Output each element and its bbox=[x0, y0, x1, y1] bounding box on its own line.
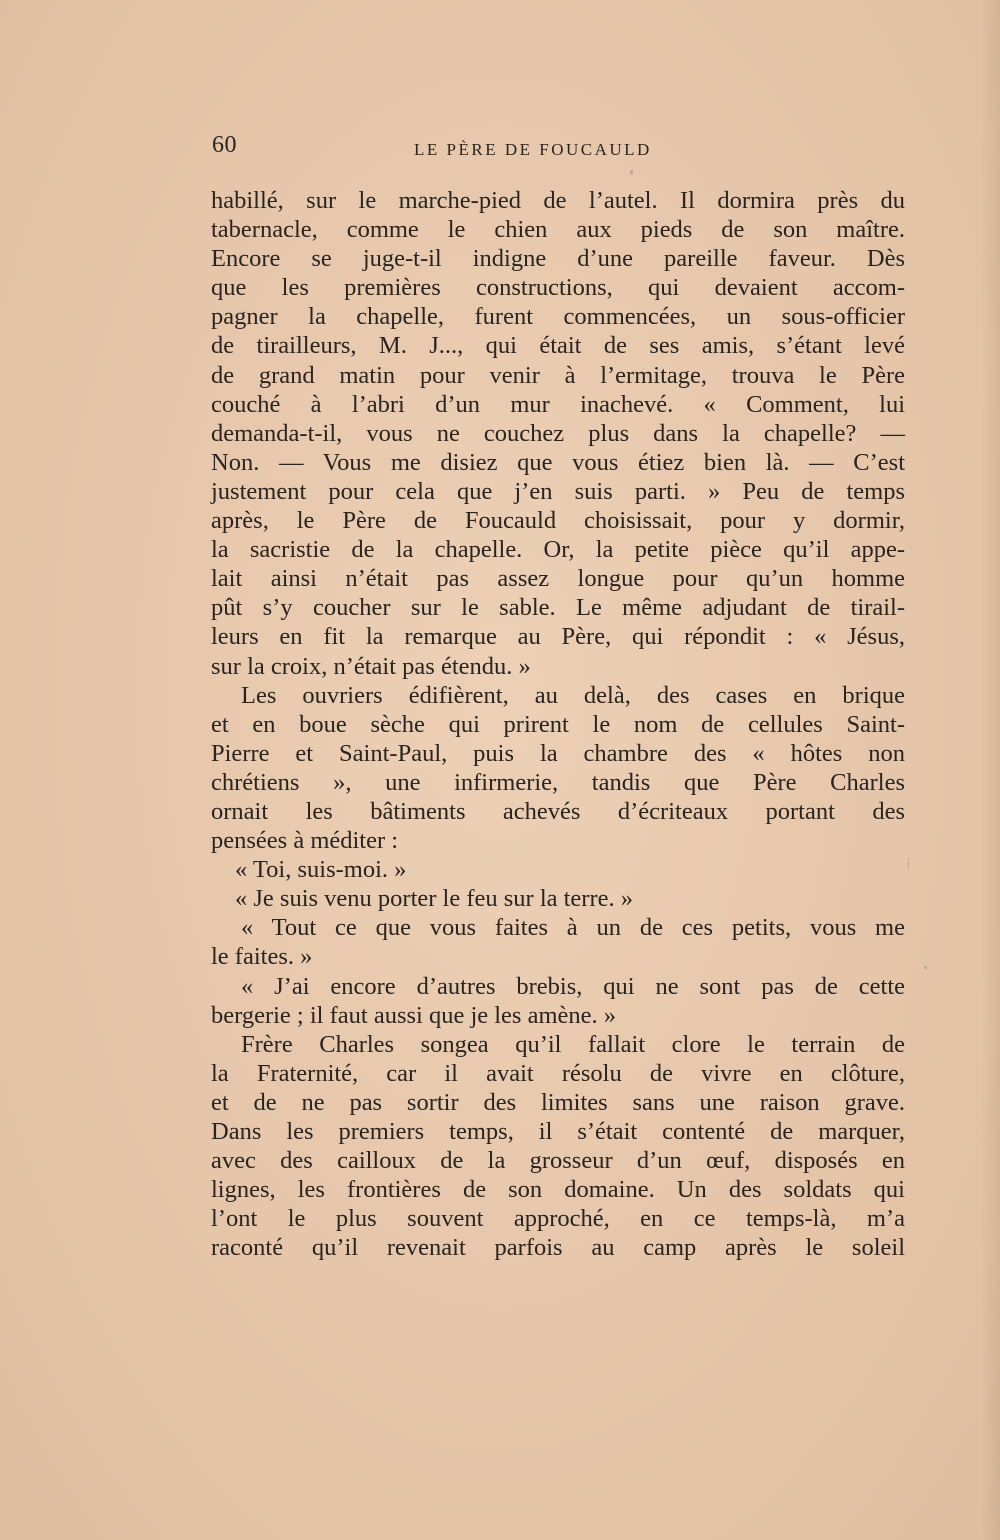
text-line: Encore se juge-t-il indigne d’une pareille faveur. Dès bbox=[211, 245, 905, 273]
text-line: que les premières constructions, qui devaient accom- bbox=[211, 274, 905, 302]
text-line: Les ouvriers édifièrent, au delà, des cases en brique bbox=[241, 681, 905, 709]
text-line: de grand matin pour venir à l’ermitage, trouva le Père bbox=[211, 361, 905, 389]
text-line: et en boue sèche qui prirent le nom de cellules Saint- bbox=[211, 710, 905, 738]
text-line: « J’ai encore d’autres brebis, qui ne sont pas de cette bbox=[241, 972, 905, 1000]
page-edge-shadow bbox=[980, 0, 1000, 1540]
text-line: l’ont le plus souvent approché, en ce temps-là, m’a bbox=[211, 1205, 905, 1233]
text-line: habillé, sur le marche-pied de l’autel. Il dormira près du bbox=[211, 187, 905, 214]
text-line: Non. — Vous me disiez que vous étiez bien là. — C’est bbox=[211, 448, 905, 476]
text-line: Pierre et Saint-Paul, puis la chambre des « hôtes non bbox=[211, 739, 905, 767]
text-line: tabernacle, comme le chien aux pieds de son maître. bbox=[211, 216, 905, 244]
text-line: pensées à méditer : bbox=[211, 827, 399, 855]
page-number: 60 bbox=[212, 132, 237, 158]
text-line: le faites. » bbox=[211, 943, 313, 971]
text-line: et de ne pas sortir des limites sans une raison grave. bbox=[211, 1088, 905, 1116]
text-line: « Je suis venu porter le feu sur la terre. » bbox=[235, 885, 633, 913]
paper-speck bbox=[924, 966, 927, 969]
paper-speck bbox=[630, 170, 633, 175]
text-line: bergerie ; il faut aussi que je les amène. » bbox=[211, 1001, 617, 1029]
text-line: sur la croix, n’était pas étendu. » bbox=[211, 652, 531, 680]
text-line: avec des cailloux de la grosseur d’un œuf, disposés en bbox=[211, 1147, 905, 1175]
body-text bbox=[211, 186, 905, 1262]
text-line: de tirailleurs, M. J..., qui était de ses amis, s’étant levé bbox=[211, 332, 905, 360]
page-header bbox=[212, 128, 906, 164]
text-line: pût s’y coucher sur le sable. Le même adjudant de tirail- bbox=[211, 594, 905, 622]
text-line: raconté qu’il revenait parfois au camp après le soleil bbox=[211, 1234, 905, 1262]
text-line: chrétiens », une infirmerie, tandis que Père Charles bbox=[211, 768, 905, 796]
text-line: la Fraternité, car il avait résolu de vivre en clôture, bbox=[211, 1059, 905, 1087]
text-line: demanda-t-il, vous ne couchez plus dans la chapelle? — bbox=[211, 419, 905, 447]
text-line: la sacristie de la chapelle. Or, la petite pièce qu’il appe- bbox=[211, 536, 905, 564]
text-line: Frère Charles songea qu’il fallait clore le terrain de bbox=[241, 1030, 905, 1058]
paper-speck bbox=[908, 858, 909, 870]
text-line: pagner la chapelle, furent commencées, un sous-officier bbox=[211, 303, 905, 331]
text-line: « Tout ce que vous faites à un de ces petits, vous me bbox=[241, 914, 905, 942]
text-line: « Toi, suis-moi. » bbox=[235, 856, 407, 884]
text-line: justement pour cela que j’en suis parti. » Peu de temps bbox=[211, 477, 905, 505]
text-line: leurs en fit la remarque au Père, qui répondit : « Jésus, bbox=[211, 623, 905, 651]
running-title: LE PÈRE DE FOUCAULD bbox=[414, 140, 652, 159]
text-line: couché à l’abri d’un mur inachevé. « Comment, lui bbox=[211, 390, 905, 418]
text-line: ornait les bâtiments achevés d’écriteaux portant des bbox=[211, 797, 905, 825]
text-line: Dans les premiers temps, il s’était contenté de marquer, bbox=[211, 1118, 905, 1145]
text-line: après, le Père de Foucauld choisissait, pour y dormir, bbox=[211, 507, 905, 535]
text-line: lait ainsi n’était pas assez longue pour qu’un homme bbox=[211, 565, 905, 593]
text-line: lignes, les frontières de son domaine. Un des soldats qui bbox=[211, 1176, 905, 1204]
